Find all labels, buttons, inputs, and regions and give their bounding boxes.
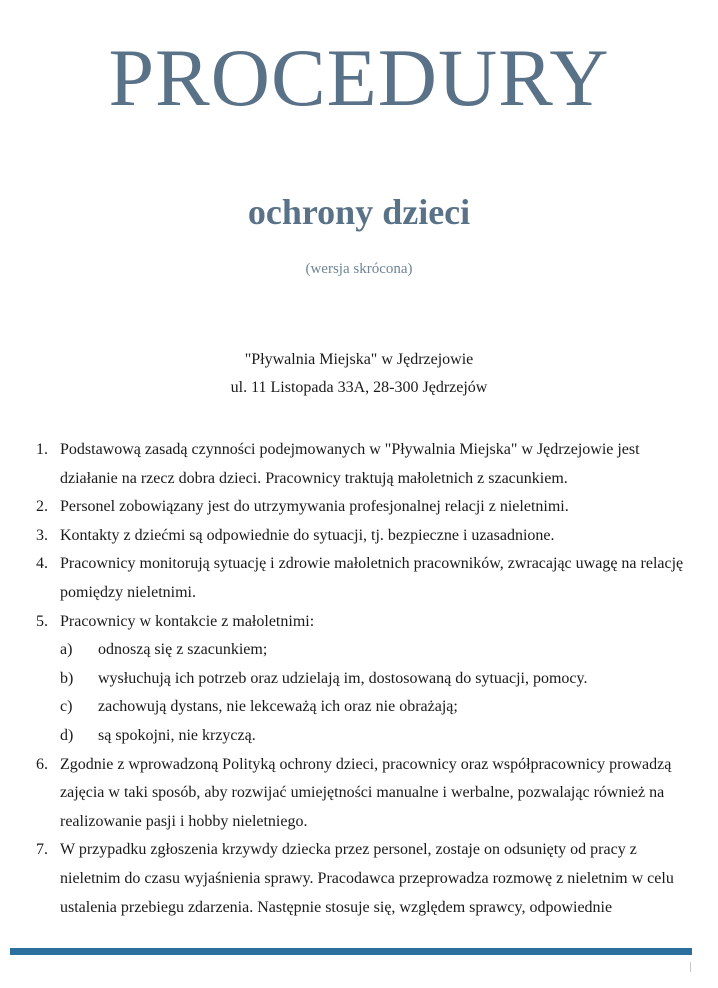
address-block <box>0 346 718 402</box>
version-note: (wersja skrócona) <box>305 261 413 277</box>
list-item <box>0 608 718 751</box>
item-text: Kontakty z dziećmi są odpowiednie do sytuacji, tj. bezpieczne i uzasadnione. <box>60 526 555 544</box>
document-title: PROCEDURY <box>108 32 610 123</box>
item-text: Zgodnie z wprowadzoną Polityką ochrony dzieci, pracownicy oraz współpracownicy prowadzą zajęcia w taki sposób, aby rozwijać umiejętności manualne i werbalne, pozwalając również na realizowanie pasji i hobby nieletniego. <box>60 755 672 830</box>
street-address: ul. 11 Listopada 33A, 28-300 Jędrzejów <box>230 379 488 396</box>
item-number: 3. <box>36 526 48 544</box>
sub-item-label: c) <box>60 698 73 716</box>
sub-list-item <box>60 665 690 694</box>
item-text: W przypadku zgłoszenia krzywdy dziecka przez personel, zostaje on odsunięty od pracy z nieletnim do czasu wyjaśnienia sprawy. Pracodawca przeprowadza rozmowę z nieletnim w celu ustalenia przebiegu zdarzenia. Następnie stosuje się, względem sprawcy, odpowiednie <box>60 841 674 916</box>
item-text: Personel zobowiązany jest do utrzymywania profesjonalnej relacji z nieletnimi. <box>60 498 569 516</box>
sub-item-label: b) <box>60 669 74 687</box>
sub-list-item <box>60 693 690 722</box>
sub-item-text: wysłuchują ich potrzeb oraz udzielają im, dostosowaną do sytuacji, pomocy. <box>98 669 588 687</box>
sub-item-label: d) <box>60 726 74 744</box>
list-item <box>0 522 718 551</box>
item-text: Podstawową zasadą czynności podejmowanych w "Pływalnia Miejska" w Jędrzejowie jest działanie na rzecz dobra dzieci. Pracownicy traktują małoletnich z szacunkiem. <box>60 441 640 487</box>
sub-list-item <box>60 722 690 751</box>
sub-item-text: są spokojni, nie krzyczą. <box>98 726 256 744</box>
sub-list <box>60 636 690 750</box>
procedure-list <box>0 436 718 922</box>
institution-name: "Pływalnia Miejska" w Jędrzejowie <box>244 351 474 368</box>
list-item <box>0 493 718 522</box>
item-number: 2. <box>36 498 48 516</box>
footer-divider-bar <box>10 948 692 955</box>
item-number: 7. <box>36 841 48 859</box>
document-subtitle: ochrony dzieci <box>247 192 471 232</box>
item-number: 5. <box>36 612 48 630</box>
sub-item-label: a) <box>60 641 73 659</box>
list-item <box>0 751 718 837</box>
item-number: 4. <box>36 555 48 573</box>
item-number: 1. <box>36 441 48 458</box>
item-text: Pracownicy w kontakcie z małoletnimi: <box>60 612 315 630</box>
sub-item-text: zachowują dystans, nie lekceważą ich oraz nie obrażają; <box>98 698 458 716</box>
list-item <box>0 436 718 493</box>
item-number: 6. <box>36 755 48 773</box>
sub-list-item <box>60 636 690 665</box>
item-text: Pracownicy monitorują sytuację i zdrowie małoletnich pracowników, zwracając uwagę na relację pomiędzy nieletnimi. <box>60 555 684 601</box>
sub-item-text: odnoszą się z szacunkiem; <box>98 641 268 659</box>
page-edge-mark <box>690 962 691 972</box>
list-item <box>0 550 718 607</box>
list-item <box>0 836 718 922</box>
